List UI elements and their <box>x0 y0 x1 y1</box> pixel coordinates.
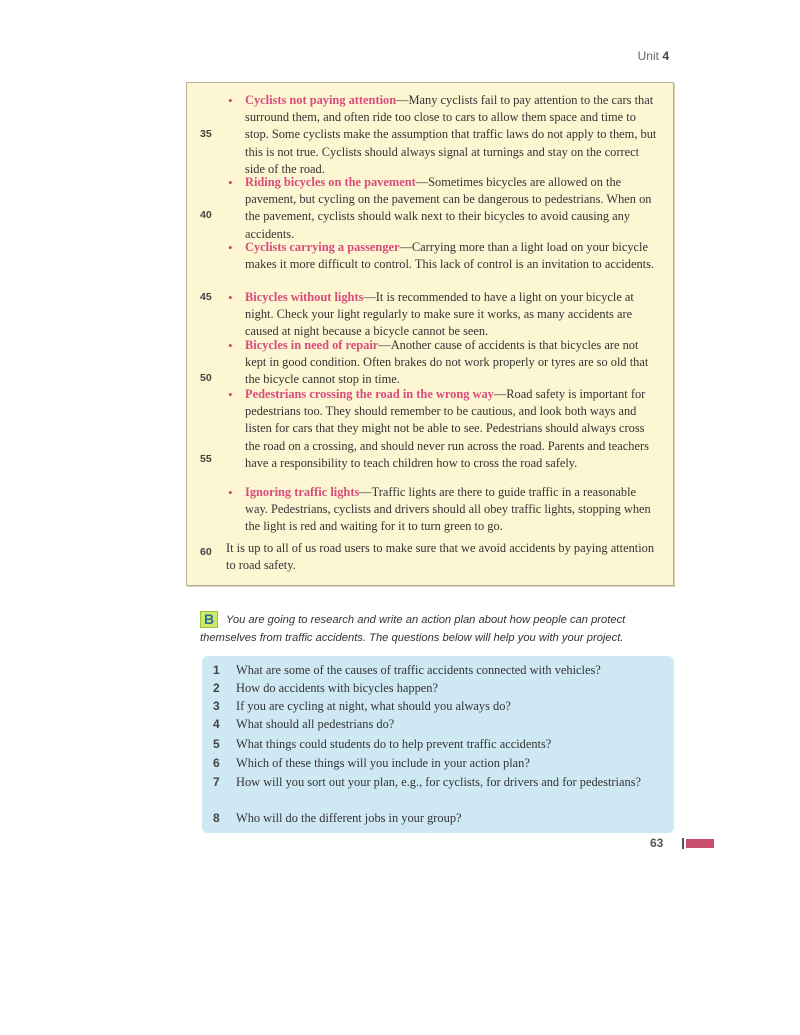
line-number: 55 <box>200 453 212 465</box>
bullet-dot-icon: • <box>228 93 233 108</box>
bullet-term: Pedestrians crossing the road in the wrong way <box>245 387 494 401</box>
bullet-text: —Many cyclists fail to pay attention to the cars that surround them, and often ride too close to cars to allow them space and time to stop. Some cyclists make the assumption that traffic laws do not apply to them, but this is not true. Cyclists should always signal at turnings and stay on the correct side of the road. <box>245 93 657 176</box>
bullet-dot-icon: • <box>228 290 233 305</box>
question-text: Which of these things will you include in your action plan? <box>236 756 530 770</box>
unit-number: 4 <box>662 49 669 63</box>
question-number: 7 <box>213 775 220 789</box>
bullet-item <box>228 92 660 178</box>
question-text: What should all pedestrians do? <box>236 717 395 731</box>
task-b-text: You are going to research and write an action plan about how people can protect themselves from traffic accidents. The questions below will help you with your project. <box>200 614 626 644</box>
unit-word: Unit <box>637 49 659 63</box>
closing-paragraph: It is up to all of us road users to make sure that we avoid accidents by paying attention to road safety. <box>226 541 655 573</box>
line-number: 60 <box>200 546 212 558</box>
line-number: 35 <box>200 128 212 140</box>
bullet-item <box>228 289 660 341</box>
bullet-term: Cyclists not paying attention <box>245 93 397 107</box>
unit-label <box>638 49 669 63</box>
question-number: 8 <box>213 811 220 825</box>
bullet-text: —Carrying more than a light load on your bicycle makes it more difficult to control. This lack of control is an invitation to accidents. <box>245 240 655 272</box>
bullet-dot-icon: • <box>228 387 233 402</box>
line-number: 40 <box>200 209 212 221</box>
page-number-divider <box>682 838 684 849</box>
page-number: 63 <box>650 836 664 850</box>
question-text: What things could students do to help prevent traffic accidents? <box>236 737 552 751</box>
question-number: 2 <box>213 681 220 695</box>
questions-box <box>202 656 674 833</box>
question-text: Who will do the different jobs in your group? <box>236 811 462 825</box>
bullet-item <box>228 174 660 243</box>
bullet-item <box>228 386 660 472</box>
question-number: 3 <box>213 699 220 713</box>
bullet-term: Riding bicycles on the pavement <box>245 175 416 189</box>
task-b-instruction <box>200 611 670 647</box>
question-number: 1 <box>213 663 220 677</box>
bullet-term: Cyclists carrying a passenger <box>245 240 400 254</box>
bullet-text: —Another cause of accidents is that bicycles are not kept in good condition. Often brakes do not work properly or tyres are so old that the bicycle cannot stop in time. <box>245 338 649 387</box>
bullet-text: —Traffic lights are there to guide traffic in a reasonable way. Pedestrians, cyclists and drivers should all obey traffic lights, stopping when the light is red and waiting for it to turn green to go. <box>245 485 651 534</box>
question-text: What are some of the causes of traffic accidents connected with vehicles? <box>236 663 601 677</box>
page-color-tab <box>686 839 714 848</box>
question-number: 5 <box>213 737 220 751</box>
bullet-item <box>228 337 660 389</box>
question-text: How will you sort out your plan, e.g., for cyclists, for drivers and for pedestrians? <box>236 775 642 789</box>
question-number: 6 <box>213 756 220 770</box>
bullet-text: —Road safety is important for pedestrians too. They should remember to be cautious, and look both ways and listen for cars that they might not be able to see. Pedestrians should always cross the road on a crossing, and should never run across the road. Parents and teachers have a responsibility to teach children how to cross the road safely. <box>245 387 649 470</box>
bullet-item <box>228 239 660 273</box>
bullet-dot-icon: • <box>228 485 233 500</box>
bullet-dot-icon: • <box>228 338 233 353</box>
line-number: 50 <box>200 372 212 384</box>
task-b-badge: B <box>200 611 218 628</box>
bullet-term: Bicycles in need of repair <box>245 338 379 352</box>
question-number: 4 <box>213 717 220 731</box>
question-text: How do accidents with bicycles happen? <box>236 681 438 695</box>
bullet-term: Ignoring traffic lights <box>245 485 360 499</box>
question-text: If you are cycling at night, what should you always do? <box>236 699 511 713</box>
bullet-dot-icon: • <box>228 240 233 255</box>
bullet-text: —Sometimes bicycles are allowed on the pavement, but cycling on the pavement can be dangerous to pedestrians. When on the pavement, cyclists should walk next to their bicycles to avoid causing any accidents. <box>245 175 652 241</box>
line-number: 45 <box>200 291 212 303</box>
bullet-item <box>228 484 660 536</box>
bullet-term: Bicycles without lights <box>245 290 364 304</box>
bullet-dot-icon: • <box>228 175 233 190</box>
bullet-text: —It is recommended to have a light on your bicycle at night. Check your light regularly to make sure it works, as many accidents are caused at night because a bicycle cannot be seen. <box>245 290 634 339</box>
